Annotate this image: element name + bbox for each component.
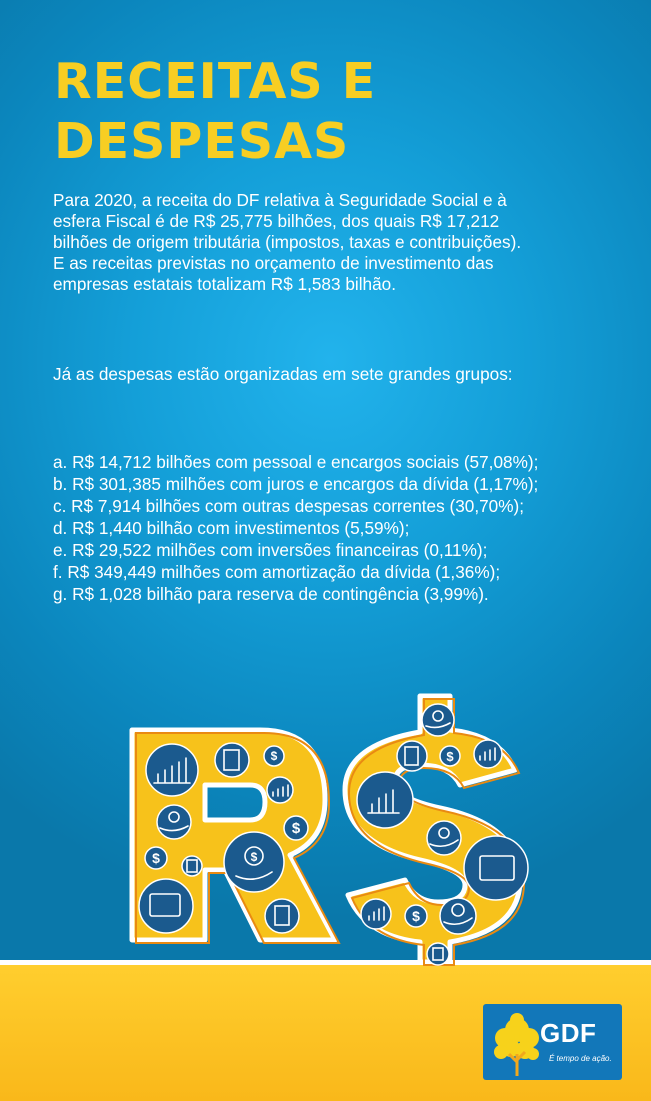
- expenses-list: [53, 451, 643, 605]
- hand-coin-icon: [422, 704, 454, 736]
- svg-text:$: $: [291, 820, 301, 837]
- list-item: e. R$ 29,522 milhões com inversões financeiras (0,11%);: [53, 540, 488, 560]
- list-item: f. R$ 349,449 milhões com amortização da dívida (1,36%);: [53, 562, 501, 582]
- document-icon: [215, 743, 249, 777]
- title-line-1: RECEITAS E: [54, 53, 377, 110]
- chart-up-icon: [361, 899, 391, 929]
- svg-text:$: $: [250, 850, 258, 864]
- expenses-intro-paragraph: Já as despesas estão organizadas em sete grandes grupos:: [53, 364, 513, 384]
- chart-up-icon: [357, 772, 413, 828]
- revenue-paragraph: Para 2020, a receita do DF relativa à Seguridade Social e à esfera Fiscal é de R$ 25,775 bilhões, dos quais R$ 17,212 bilhões de origem tributária (impostos, taxas e contribuições). E as receitas previstas no orçamento de investimento das empresas estatais totalizam R$ 1,583 bilhão.: [53, 190, 522, 294]
- money-bills-icon: [464, 836, 528, 900]
- page-title: [54, 52, 376, 172]
- svg-text:$: $: [270, 749, 278, 763]
- svg-text:$: $: [152, 850, 160, 866]
- money-bills-icon: [139, 879, 193, 933]
- logo-text: GDF: [540, 1018, 597, 1048]
- list-item: b. R$ 301,385 milhões com juros e encargos da dívida (1,17%);: [53, 474, 539, 494]
- list-item: a. R$ 14,712 bilhões com pessoal e encargos sociais (57,08%);: [53, 452, 539, 472]
- chart-up-icon: [474, 740, 502, 768]
- list-item: g. R$ 1,028 bilhão para reserva de contingência (3,99%).: [53, 584, 489, 604]
- document-icon: [427, 943, 449, 965]
- chart-up-icon: [267, 777, 293, 803]
- svg-text:$: $: [412, 908, 420, 924]
- gdf-logo: [483, 1004, 622, 1080]
- document-icon: [182, 856, 202, 876]
- document-icon: [397, 741, 427, 771]
- logo-tagline: É tempo de ação.: [549, 1054, 612, 1063]
- ipe-tree-icon: [487, 1010, 547, 1076]
- document-icon: [265, 899, 299, 933]
- list-item: c. R$ 7,914 bilhões com outras despesas correntes (30,70%);: [53, 496, 524, 516]
- list-item: d. R$ 1,440 bilhão com investimentos (5,59%);: [53, 518, 410, 538]
- svg-text:$: $: [446, 749, 454, 764]
- currency-illustration: [120, 690, 540, 970]
- title-line-2: DESPESAS: [54, 113, 350, 170]
